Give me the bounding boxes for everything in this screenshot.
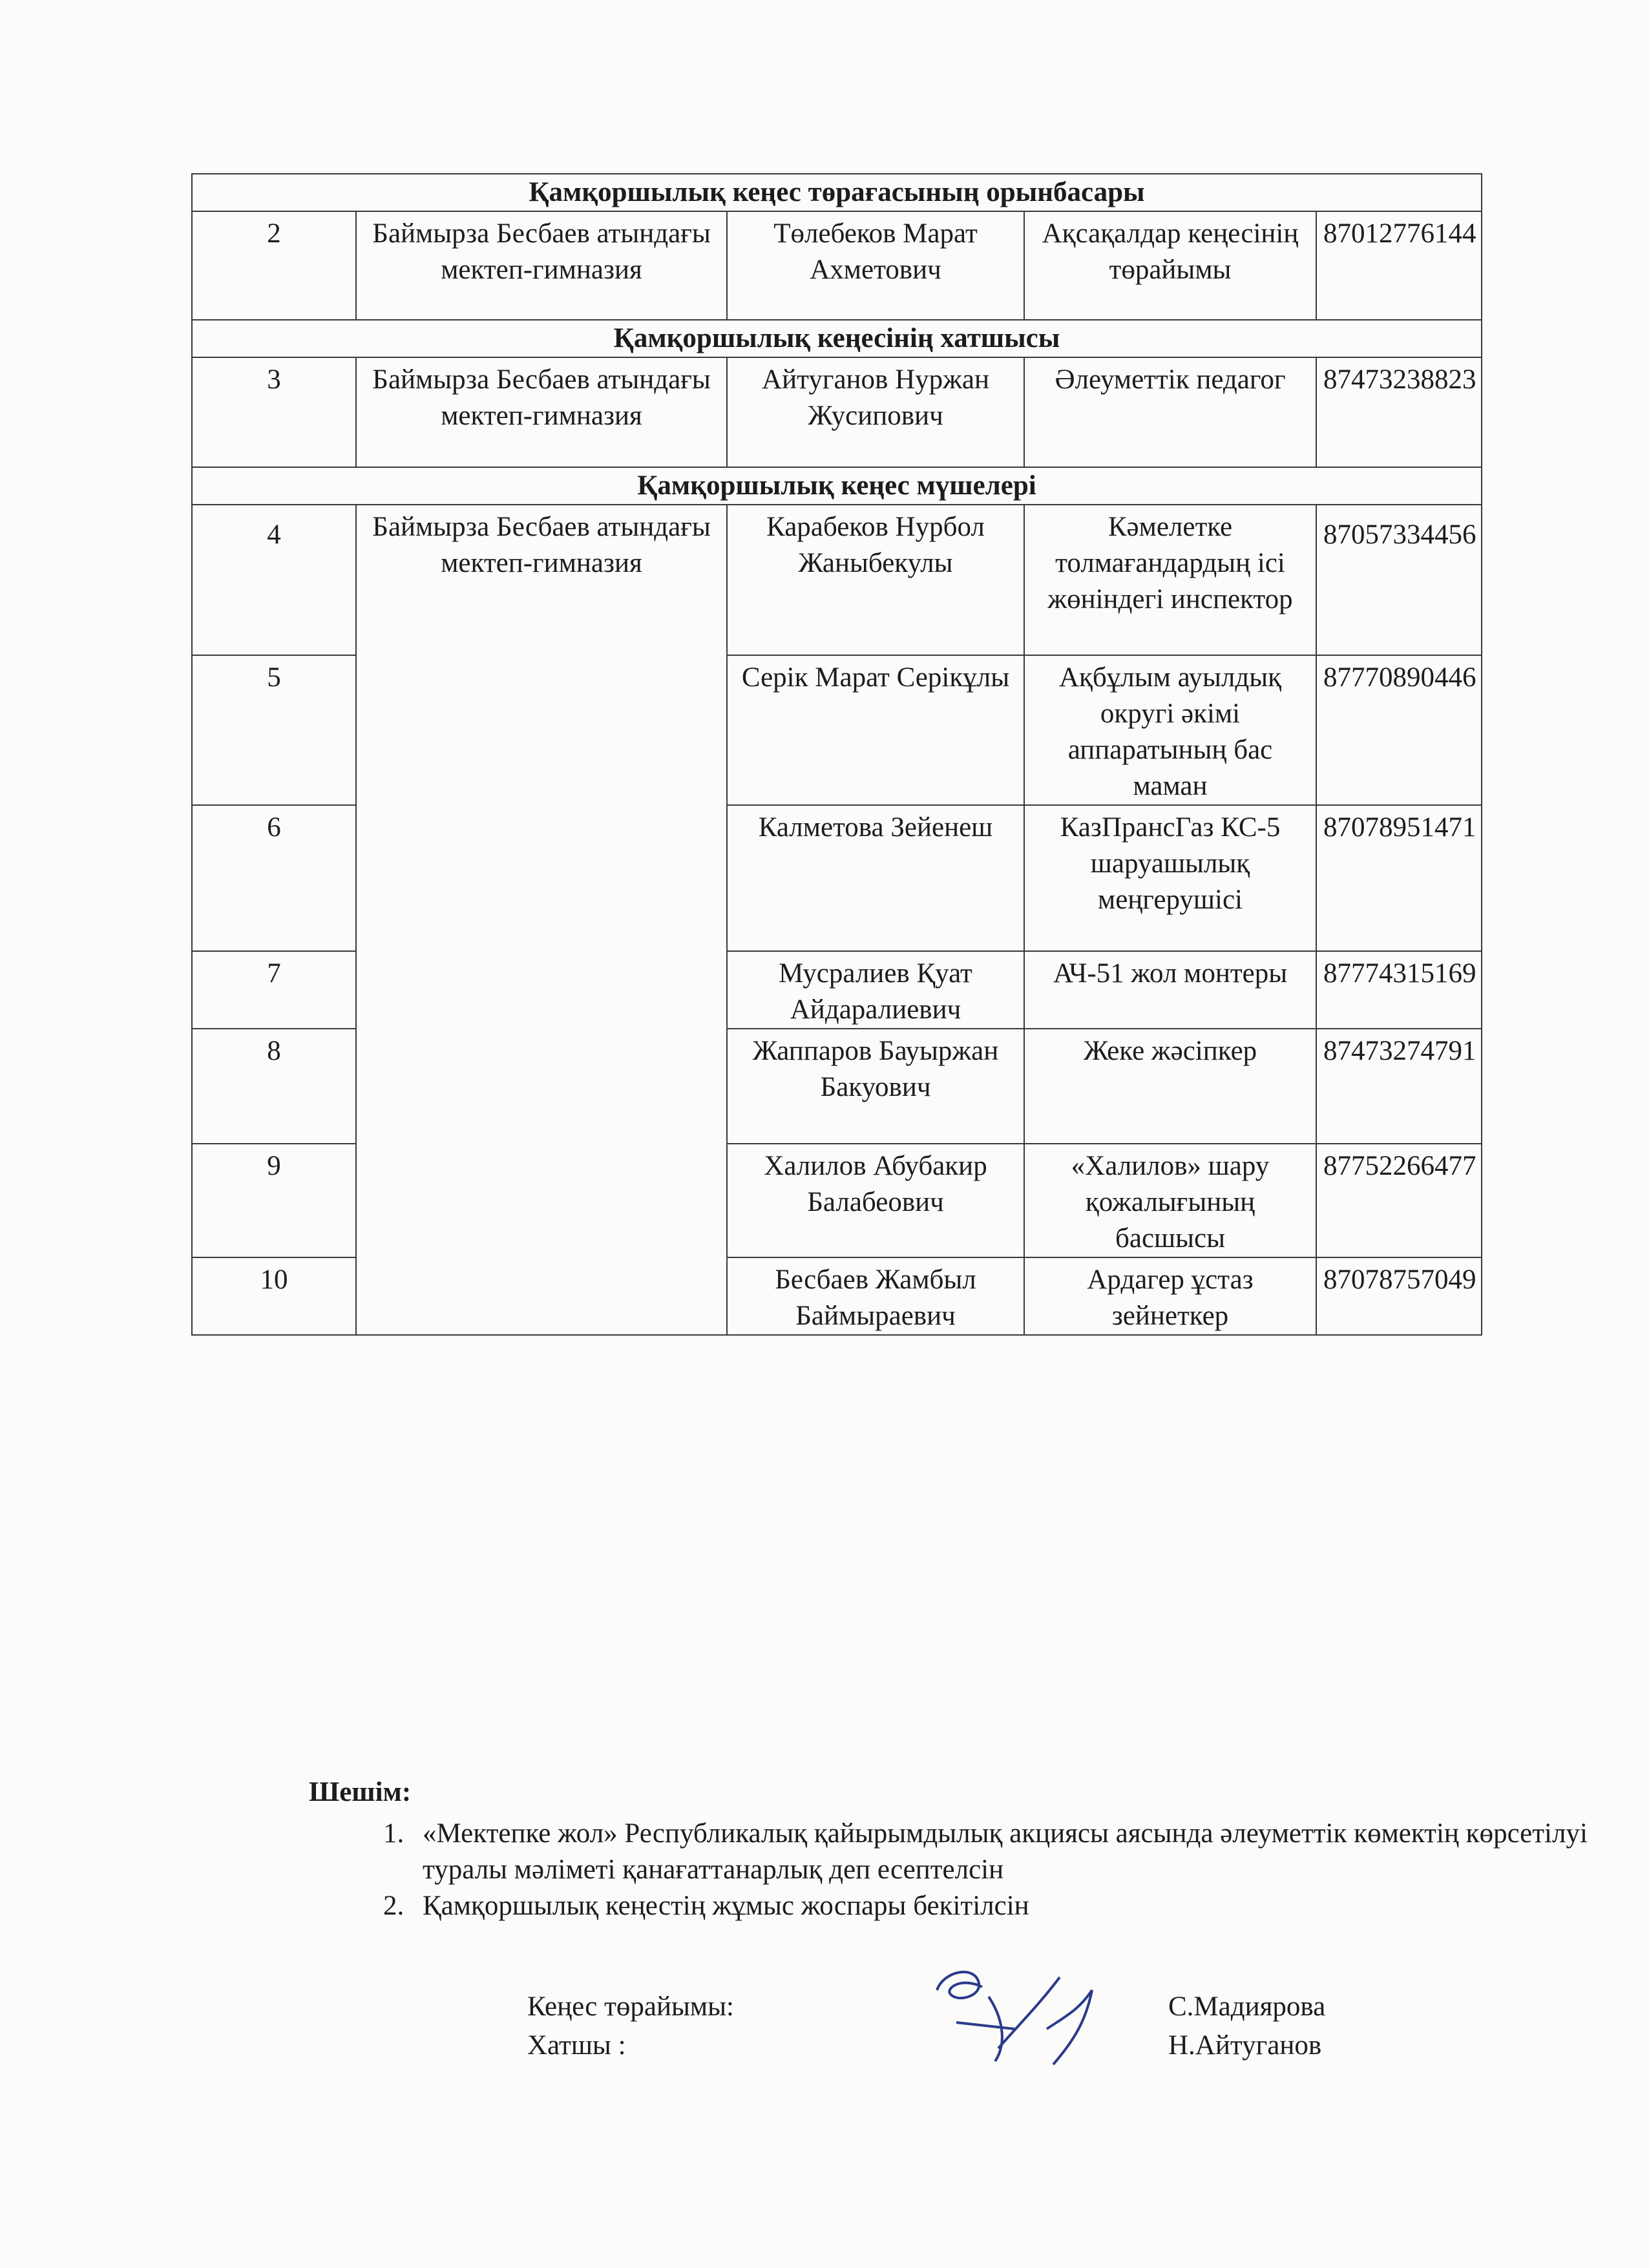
section-row <box>192 174 1482 211</box>
member-phone: 87770890446 <box>1316 655 1482 805</box>
member-name: Серік Марат Серікұлы <box>727 655 1024 805</box>
chair-name: С.Мадиярова <box>1168 1991 1326 2022</box>
member-position: Ардагер ұстаз зейнеткер <box>1024 1257 1316 1335</box>
row-number: 4 <box>192 505 356 655</box>
table-row <box>192 505 1482 655</box>
member-phone: 87057334456 <box>1316 505 1482 655</box>
section-title-secretary: Қамқоршылық кеңесінің хатшысы <box>192 320 1482 357</box>
section-row <box>192 320 1482 357</box>
row-number: 6 <box>192 805 356 951</box>
member-phone: 87078951471 <box>1316 805 1482 951</box>
member-position: Ақбұлым ауылдық округі әкімі аппаратының бас маман <box>1024 655 1316 805</box>
member-position: Жеке жәсіпкер <box>1024 1029 1316 1144</box>
member-phone: 87774315169 <box>1316 951 1482 1029</box>
row-number: 10 <box>192 1257 356 1335</box>
member-phone: 87473274791 <box>1316 1029 1482 1144</box>
member-name: Жаппаров Бауыржан Бакуович <box>727 1029 1024 1144</box>
decision-list <box>309 1816 1639 1924</box>
member-name: Карабеков Нурбол Жаныбекулы <box>727 505 1024 655</box>
member-position: АЧ-51 жол монтеры <box>1024 951 1316 1029</box>
row-number: 2 <box>192 211 356 320</box>
member-name: Мусралиев Қуат Айдаралиевич <box>727 951 1024 1029</box>
member-position: Әлеуметтік педагог <box>1024 357 1316 467</box>
school-cell: Баймырза Бесбаев атындағы мектеп-гимназия <box>356 357 727 467</box>
row-number: 5 <box>192 655 356 805</box>
table-row <box>192 211 1482 320</box>
section-row <box>192 467 1482 505</box>
table-row <box>192 357 1482 467</box>
row-number: 8 <box>192 1029 356 1144</box>
section-title-deputy: Қамқоршылық кеңес төрағасының орынбасары <box>192 174 1482 211</box>
member-phone: 87752266477 <box>1316 1144 1482 1257</box>
secretary-label: Хатшы : <box>527 2030 626 2061</box>
member-name: Төлебеков Марат Ахметович <box>727 211 1024 320</box>
section-title-members: Қамқоршылық кеңес мүшелері <box>192 467 1482 505</box>
member-name: Айтуганов Нуржан Жусипович <box>727 357 1024 467</box>
decision-section <box>309 1774 1639 1924</box>
member-position: Кәмелетке толмағандардың ісі жөніндегі инспектор <box>1024 505 1316 655</box>
signature-names <box>1168 1988 1325 2065</box>
secretary-name: Н.Айтуганов <box>1168 2030 1322 2061</box>
council-table <box>191 173 1482 1336</box>
decision-item: 1. «Мектепке жол» Республикалық қайырымдылық акциясы аясында әлеуметтік көмектің көрсетілуі туралы мәліметі қанағаттанарлық деп есептелсін <box>411 1816 1639 1888</box>
member-position: Ақсақалдар кеңесінің төрайымы <box>1024 211 1316 320</box>
school-cell: Баймырза Бесбаев атындағы мектеп-гимназия <box>356 211 727 320</box>
signature-labels <box>527 1988 734 2065</box>
handwritten-signature <box>918 1951 1124 2081</box>
member-phone: 87012776144 <box>1316 211 1482 320</box>
decision-title: Шешім: <box>309 1777 412 1807</box>
member-name: Бесбаев Жамбыл Баймыраевич <box>727 1257 1024 1335</box>
member-name: Халилов Абубакир Балабеович <box>727 1144 1024 1257</box>
member-position: КазПрансГаз КС-5 шаруашылық меңгерушісі <box>1024 805 1316 951</box>
row-number: 7 <box>192 951 356 1029</box>
member-phone: 87473238823 <box>1316 357 1482 467</box>
member-phone: 87078757049 <box>1316 1257 1482 1335</box>
decision-item: 2. Қамқоршылық кеңестің жұмыс жоспары бекітілсін <box>411 1888 1639 1924</box>
school-cell: Баймырза Бесбаев атындағы мектеп-гимназия <box>356 505 727 1335</box>
row-number: 9 <box>192 1144 356 1257</box>
chair-label: Кеңес төрайымы: <box>527 1991 734 2022</box>
member-position: «Халилов» шару қожалығының басшысы <box>1024 1144 1316 1257</box>
member-name: Калметова Зейенеш <box>727 805 1024 951</box>
row-number: 3 <box>192 357 356 467</box>
